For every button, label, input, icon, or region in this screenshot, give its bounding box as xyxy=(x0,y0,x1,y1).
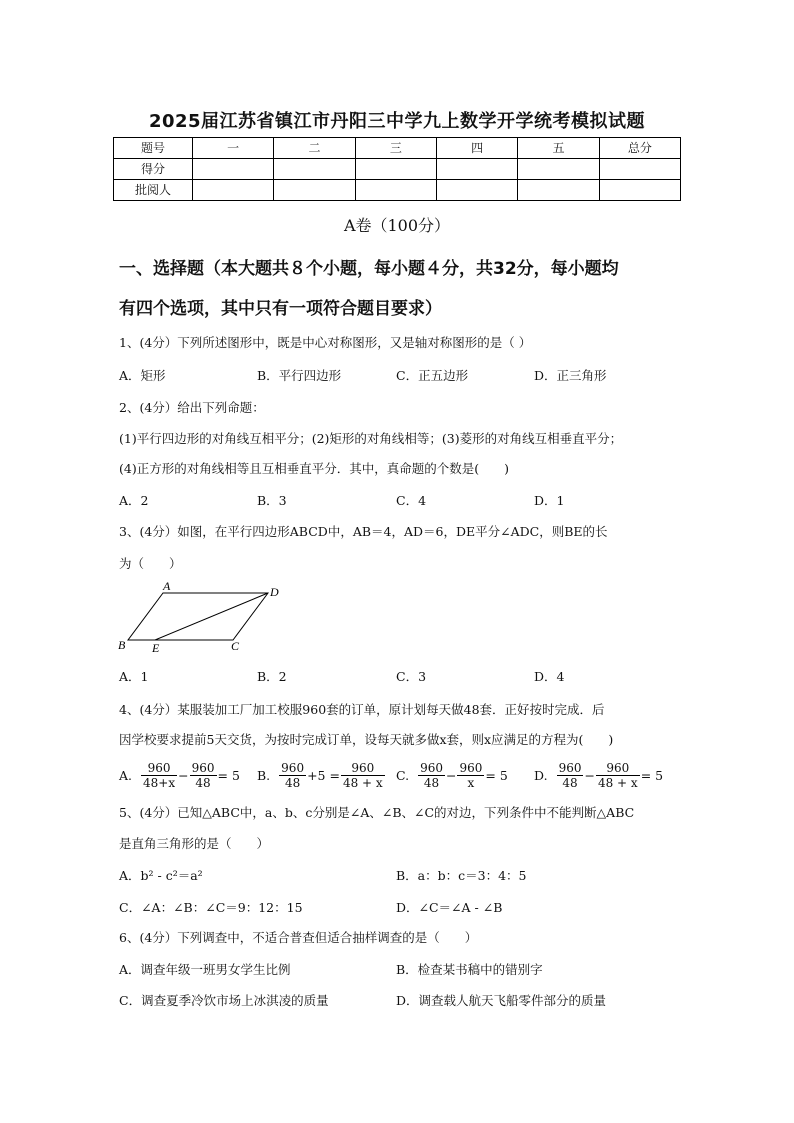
label-c: C xyxy=(231,639,240,653)
parallelogram-figure xyxy=(117,578,287,658)
question-3-stem: 3、(4分）如图，在平行四边形ABCD中，AB＝4，AD＝6，DE平分∠ADC，则BE的长 xyxy=(119,524,608,539)
table-cell xyxy=(193,180,274,201)
table-cell xyxy=(355,180,436,201)
denominator: 48 + x xyxy=(342,775,383,790)
fraction xyxy=(557,761,584,790)
table-cell: 二 xyxy=(274,138,355,159)
option-c: C．正五边形 xyxy=(396,368,469,383)
table-cell xyxy=(599,159,680,180)
denominator: 48 xyxy=(562,775,578,790)
denominator: 48 xyxy=(195,775,211,790)
table-cell xyxy=(436,180,517,201)
table-cell: 得分 xyxy=(114,159,193,180)
numerator: 960 xyxy=(420,760,443,775)
option-b: B．3 xyxy=(257,493,287,508)
option-d: D．1 xyxy=(534,493,565,508)
equation-rhs: = 5 xyxy=(485,767,508,783)
table-cell xyxy=(518,159,599,180)
table-cell xyxy=(274,180,355,201)
table-cell xyxy=(599,180,680,201)
operator: − xyxy=(584,767,595,783)
exam-title: 2025届江苏省镇江市丹阳三中学九上数学开学统考模拟试题 xyxy=(148,111,646,132)
fraction xyxy=(141,761,177,790)
question-5-line2: 是直角三角形的是（ ） xyxy=(119,836,270,851)
denominator: 48+x xyxy=(143,775,176,790)
option-a: A．2 xyxy=(119,493,149,508)
question-2-line3: (4)正方形的对角线相等且互相垂直平分．其中，真命题的个数是( ) xyxy=(119,461,509,476)
question-2-line2: (1)平行四边形的对角线互相平分；(2)矩形的对角线相等；(3)菱形的对角线互相垂直平分； xyxy=(119,431,623,446)
fraction xyxy=(341,761,385,790)
option-a: A．b² - c²＝a² xyxy=(119,868,203,883)
operator: +5 = xyxy=(307,767,340,783)
fraction xyxy=(190,761,217,790)
fraction xyxy=(418,761,445,790)
option-c: C．调查夏季冷饮市场上冰淇凌的质量 xyxy=(119,993,329,1008)
equation-rhs: = 5 xyxy=(640,767,664,783)
score-table-header-row xyxy=(114,138,681,159)
fraction xyxy=(279,761,306,790)
option-b: B．检查某书稿中的错别字 xyxy=(396,962,543,977)
score-table-row xyxy=(114,180,681,201)
label-b: B xyxy=(118,638,126,652)
section-heading-line1: 一、选择题（本大题共８个小题，每小题４分，共32分，每小题均 xyxy=(119,259,619,279)
option-d xyxy=(534,755,663,795)
denominator: 48 xyxy=(423,775,440,790)
option-b: B．平行四边形 xyxy=(257,368,342,383)
option-a: A．矩形 xyxy=(119,368,166,383)
numerator: 960 xyxy=(281,760,305,775)
table-cell xyxy=(274,159,355,180)
table-cell: 三 xyxy=(355,138,436,159)
option-letter: D. xyxy=(534,767,548,783)
operator: − xyxy=(446,767,457,783)
score-table-row xyxy=(114,159,681,180)
table-cell: 四 xyxy=(436,138,517,159)
fraction xyxy=(596,761,640,790)
option-a: A．1 xyxy=(119,669,149,684)
score-table xyxy=(113,137,681,201)
option-c: C．3 xyxy=(396,669,427,684)
numerator: 960 xyxy=(558,760,582,775)
option-b: B．a：b：c＝3：4：5 xyxy=(396,868,527,883)
option-letter: B. xyxy=(257,767,271,783)
denominator: 48 xyxy=(284,775,301,790)
option-c xyxy=(396,755,508,795)
option-d: D．正三角形 xyxy=(534,368,607,383)
numerator: 960 xyxy=(141,761,177,776)
option-c: C．4 xyxy=(396,493,427,508)
label-e: E xyxy=(152,641,160,655)
table-cell: 五 xyxy=(518,138,599,159)
parallelogram-abcd xyxy=(128,593,268,640)
table-cell xyxy=(355,159,436,180)
question-4-options xyxy=(119,755,679,795)
option-a: A．调查年级一班男女学生比例 xyxy=(119,962,291,977)
option-b: B．2 xyxy=(257,669,287,684)
question-4-stem: 4、(4分）某服装加工厂加工校服960套的订单，原计划每天做48套．正好按时完成．后 xyxy=(119,702,605,717)
question-2-stem: 2、(4分）给出下列命题： xyxy=(119,400,265,415)
option-d: D．调查载人航天飞船零件部分的质量 xyxy=(396,993,607,1008)
label-d: D xyxy=(270,585,279,599)
option-c: C．∠A：∠B：∠C＝9：12：15 xyxy=(119,900,303,915)
question-4-line2: 因学校要求提前5天交货，为按时完成订单，设每天就多做x套，则x应满足的方程为( ) xyxy=(119,732,614,747)
equation-rhs: = 5 xyxy=(217,767,240,783)
question-3-line2: 为（ ） xyxy=(119,556,182,571)
question-5-stem: 5、(4分）已知△ABC中，a、b、c分别是∠A、∠B、∠C的对边，下列条件中不能判断△ABC xyxy=(119,805,635,820)
option-letter: A. xyxy=(119,767,133,783)
denominator: 48 + x xyxy=(597,775,638,790)
numerator: 960 xyxy=(459,760,483,775)
label-a: A xyxy=(163,579,171,593)
table-cell xyxy=(193,159,274,180)
denominator: x xyxy=(467,775,475,790)
table-cell xyxy=(436,159,517,180)
table-cell: 一 xyxy=(193,138,274,159)
question-6-stem: 6、(4分）下列调查中，不适合普查但适合抽样调查的是（ ） xyxy=(119,930,478,945)
operator: − xyxy=(178,767,189,783)
numerator: 960 xyxy=(596,761,640,776)
numerator: 960 xyxy=(341,761,385,776)
table-cell: 总分 xyxy=(599,138,680,159)
paper-section-title: A卷（100分） xyxy=(343,216,451,235)
numerator: 960 xyxy=(191,760,215,775)
table-cell: 题号 xyxy=(114,138,193,159)
option-a xyxy=(119,755,240,795)
table-cell: 批阅人 xyxy=(114,180,193,201)
option-b xyxy=(257,755,386,795)
option-d: D．4 xyxy=(534,669,565,684)
option-d: D．∠C＝∠A - ∠B xyxy=(396,900,503,915)
option-letter: C. xyxy=(396,767,410,783)
fraction xyxy=(457,761,484,790)
question-1-stem: 1、(4分）下列所述图形中，既是中心对称图形，又是轴对称图形的是（ ） xyxy=(119,335,532,350)
table-cell xyxy=(518,180,599,201)
section-heading-line2: 有四个选项，其中只有一项符合题目要求） xyxy=(119,299,442,319)
